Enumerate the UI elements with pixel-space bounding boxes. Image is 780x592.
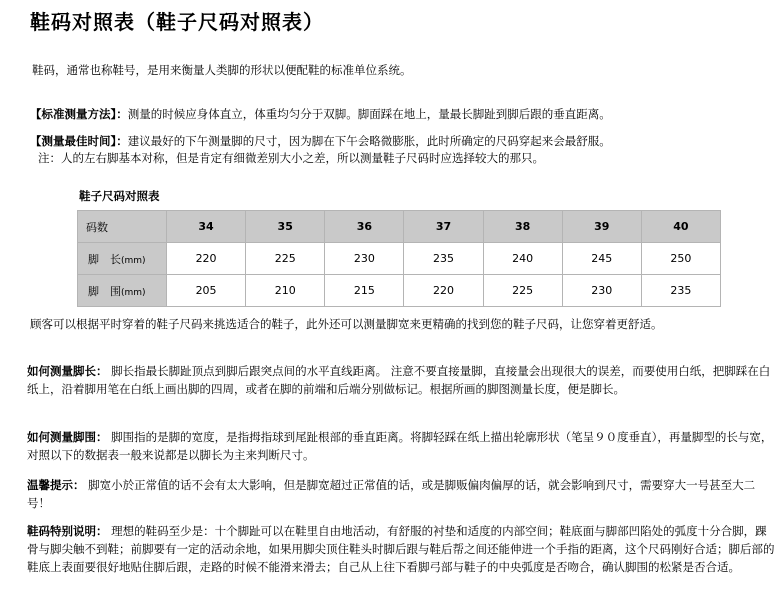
best-time-text: 建议最好的下午测量脚的尺寸，因为脚在下午会略微膨胀，此时所确定的尺码穿起来会最舒服。 [127,134,611,148]
section-label: 如何测量脚长： [27,364,108,378]
row-label-text: 脚 围 [88,284,121,298]
best-time-label: 【测量最佳时间】： [30,134,128,148]
table-row [78,275,721,307]
page-title: 鞋码对照表（鞋子尺码对照表） [30,10,324,34]
section-foot-length [27,362,777,398]
table-cell: 230 [562,275,641,307]
section-size-notes [27,522,777,576]
table-cell: 225 [483,275,562,307]
section-text: 脚宽小於正常值的话不会有太大影响，但是脚宽超过正常值的话，或是脚贩偏肉偏厚的话，就会影响到尺寸，需要穿大一号甚至大二号！ [27,478,756,510]
section-text: 脚围指的是脚的宽度，是指拇指球到尾趾根部的垂直距离。将脚轻踩在纸上描出轮廓形状（笔呈９０度垂直），再量脚型的长与宽，对照以下的数据表一般来说都是以脚长为主来判断尺寸。 [27,430,773,462]
size-header-cell: 34 [167,211,246,243]
row-label-unit: (mm) [121,255,146,266]
table-header-row [78,211,721,243]
table-row [78,243,721,275]
size-header-cell: 36 [325,211,404,243]
best-time-line [30,133,611,149]
table-cell: 225 [246,243,325,275]
note-text: 注：人的左右脚基本对称，但是肯定有细微差别大小之差，所以测量鞋子尺码时应选择较大的那只。 [38,151,544,165]
table-cell: 235 [641,275,720,307]
size-header-cell: 37 [404,211,483,243]
section-label: 温馨提示： [27,478,85,492]
table-cell: 245 [562,243,641,275]
row-label-foot-girth [78,275,167,307]
method-text: 测量的时候应身体直立，体重均匀分于双脚。脚面踩在地上，量最长脚趾到脚后跟的垂直距离。 [127,107,611,121]
row-label-foot-length [78,243,167,275]
table-cell: 240 [483,243,562,275]
intro-text: 鞋码，通常也称鞋号，是用来衡量人类脚的形状以便配鞋的标准单位系统。 [32,63,412,77]
table-cell: 250 [641,243,720,275]
section-text: 理想的鞋码至少是：十个脚趾可以在鞋里自由地活动，有舒服的衬垫和适度的内部空间；鞋底面与脚部凹陷处的弧度十分合脚，踝骨与脚尖触不到鞋；前脚要有一定的活动余地，如果用脚尖顶住鞋头时脚后跟与鞋后帮之间还能伸进一个手指的距离，这个尺码刚好合适；脚后部的鞋底上表面要很好地贴住脚后跟，走路的时候不能滑来滑去；自己从上往下看脚弓部与鞋子的中央弧度是否吻合，确认脚围的松紧是否合适。 [27,524,775,574]
table-cell: 215 [325,275,404,307]
section-text: 脚长指最长脚趾顶点到脚后跟突点间的水平直线距离。 注意不要直接量脚，直接量会出现很大的误差，而要使用白纸，把脚踩在白纸上，沿着脚用笔在白纸上画出脚的四周，或者在脚的前端和后端分别做标记。根据所画的脚图测量长度，便是脚长。 [27,364,771,396]
table-cell: 205 [167,275,246,307]
row-label-text: 脚 长 [88,252,121,266]
table-cell: 210 [246,275,325,307]
section-tip [27,476,777,512]
table-cell: 220 [167,243,246,275]
size-table [77,210,721,307]
size-header-cell: 35 [246,211,325,243]
method-label: 【标准测量方法】： [30,107,128,121]
table-cell: 235 [404,243,483,275]
section-label: 鞋码特别说明： [27,524,108,538]
table-corner-cell: 码数 [78,211,167,243]
section-label: 如何测量脚围： [27,430,108,444]
row-label-unit: (mm) [121,287,146,298]
size-header-cell: 39 [562,211,641,243]
section-foot-girth [27,428,777,464]
size-header-cell: 40 [641,211,720,243]
table-cell: 230 [325,243,404,275]
after-table-text: 顾客可以根据平时穿着的鞋子尺码来挑选适合的鞋子，此外还可以测量脚宽来更精确的找到您的鞋子尺码，让您穿着更舒适。 [30,317,663,331]
table-cell: 220 [404,275,483,307]
table-title: 鞋子尺码对照表 [79,189,160,203]
method-line [30,106,611,122]
size-header-cell: 38 [483,211,562,243]
